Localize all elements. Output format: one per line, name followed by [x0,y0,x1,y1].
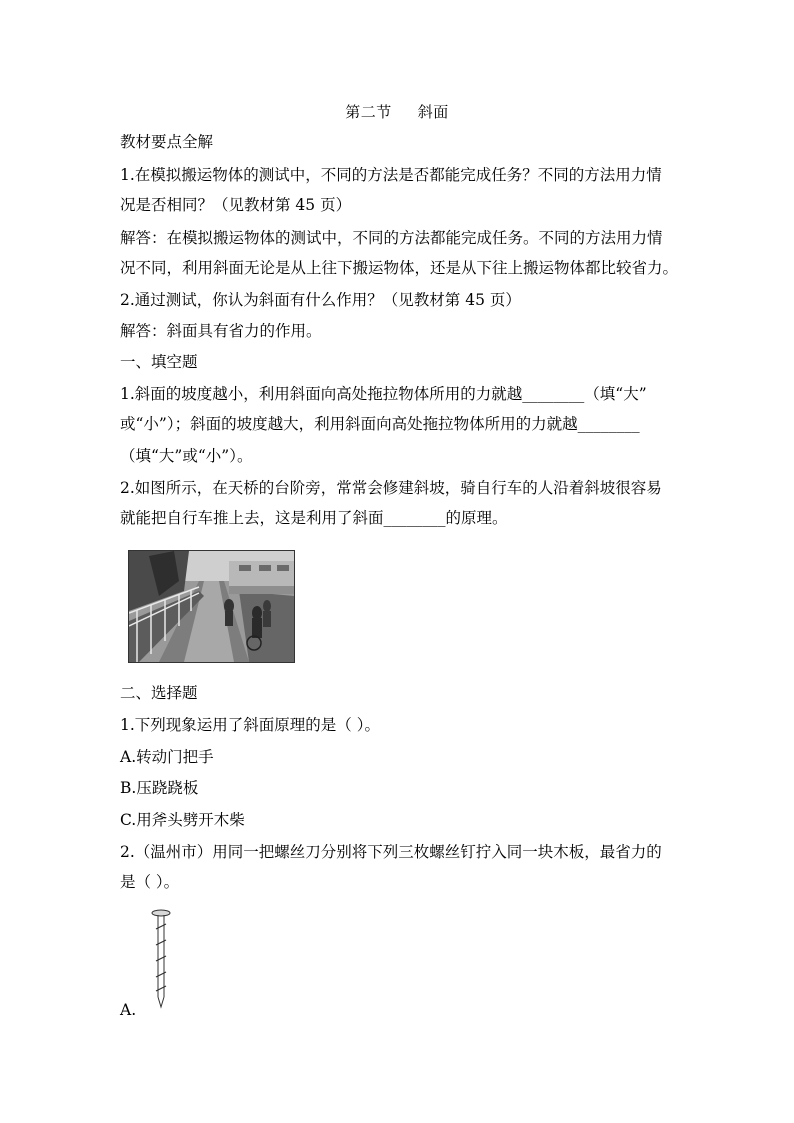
question-1-line-2: 况是否相同？（见教材第 45 页） [120,196,352,214]
fill-2-line-1: 2.如图所示，在天桥的台阶旁，常常会修建斜坡，骑自行车的人沿着斜坡很容易 [120,479,662,497]
essentials-heading: 教材要点全解 [120,133,214,151]
choice-1-option-c: C.用斧头劈开木柴 [120,811,245,829]
choice-heading: 二、选择题 [120,684,198,702]
title-section-name: 斜面 [417,103,449,121]
answer-1-line-1: 解答：在模拟搬运物体的测试中，不同的方法都能完成任务。不同的方法用力情 [120,229,663,247]
fill-1-line-3: （填“大”或“小”）。 [120,447,253,465]
ramp-photo [128,550,295,663]
choice-2-line-2: 是（ ）。 [120,873,180,891]
screw-icon [140,905,180,1015]
fill-2-line-2: 就能把自行车推上去，这是利用了斜面________的原理。 [120,509,508,527]
question-2-line-1: 2.通过测试，你认为斜面有什么作用？（见教材第 45 页） [120,291,521,309]
title-section-number: 第二节 [345,103,392,121]
choice-1-stem: 1.下列现象运用了斜面原理的是（ ）。 [120,716,380,734]
ramp-photo-graphic [129,551,294,662]
choice-1-option-a: A.转动门把手 [120,748,214,766]
screw-illustration [140,905,180,1015]
answer-2-line-1: 解答：斜面具有省力的作用。 [120,322,322,340]
choice-2-line-1: 2.（温州市）用同一把螺丝刀分别将下列三枚螺丝钉拧入同一块木板，最省力的 [120,843,662,861]
question-1-line-1: 1.在模拟搬运物体的测试中，不同的方法是否都能完成任务？不同的方法用力情 [120,166,662,184]
choice-1-option-b: B.压跷跷板 [120,779,199,797]
choice-2-option-a-label: A. [120,1001,137,1019]
fill-blank-heading: 一、填空题 [120,353,198,371]
fill-1-line-1: 1.斜面的坡度越小，利用斜面向高处拖拉物体所用的力就越________（填“大” [120,385,647,403]
fill-1-line-2: 或“小”）；斜面的坡度越大，利用斜面向高处拖拉物体所用的力就越________ [120,415,640,433]
answer-1-line-2: 况不同，利用斜面无论是从上往下搬运物体，还是从下往上搬运物体都比较省力。 [120,259,679,277]
page-title [0,101,794,122]
